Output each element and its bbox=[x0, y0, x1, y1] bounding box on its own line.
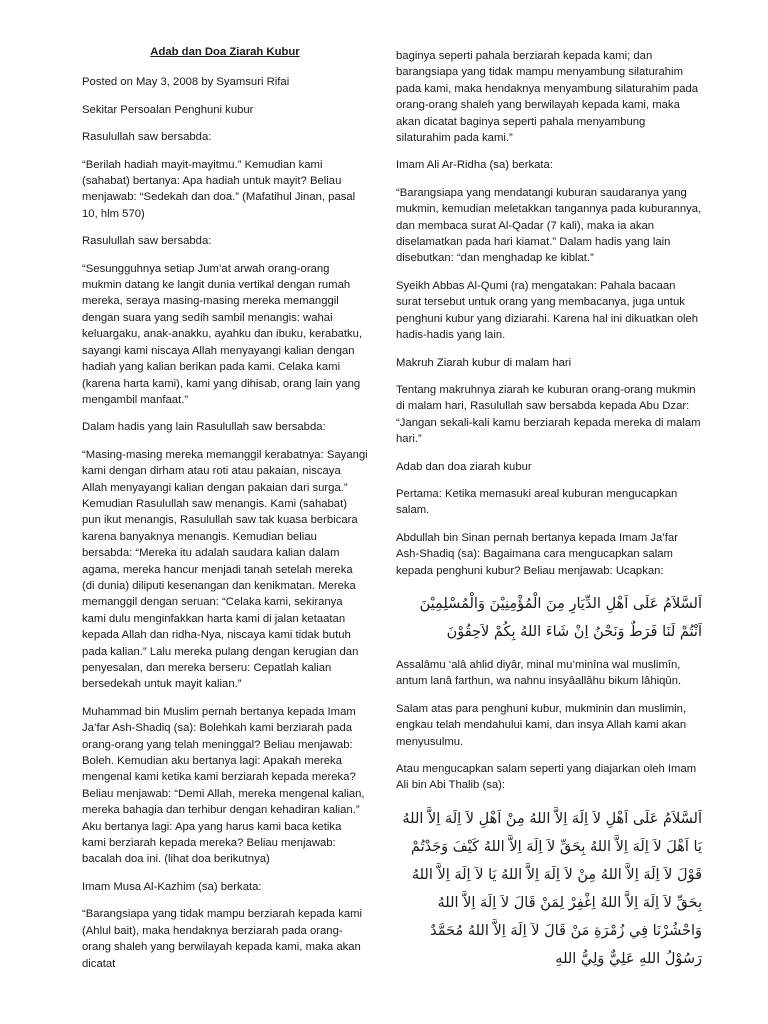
paragraph: Atau mengucapkan salam seperti yang diajarkan oleh Imam Ali bin Abi Thalib (sa): bbox=[396, 763, 697, 792]
paragraph: Posted on May 3, 2008 by Syamsuri Rifai bbox=[82, 76, 290, 89]
paragraph: “Berilah hadiah mayit-mayitmu.” Kemudian kami (sahabat) bertanya: Apa hadiah untuk mayit? Beliau menjawab: “Sedekah dan doa.” (Mafatihul Jinan, pasal 10, hlm 570) bbox=[82, 158, 356, 220]
paragraph: Imam Musa Al-Kazhim (sa) berkata: bbox=[82, 880, 262, 893]
paragraph: “Barangsiapa yang mendatangi kuburan saudaranya yang mukmin, kemudian meletakkan tangannya pada kuburannya, dan membaca surat Al-Qadar (7 kali), maka ia akan diselamatkan pada hari kiamat.” Dalam hadis yang lain disebutkan: “dan menghadap ke kiblat.” bbox=[396, 186, 702, 265]
paragraph: Syeikh Abbas Al-Qumi (ra) mengatakan: Pahala bacaan surat tersebut untuk orang yang membacanya, juga untuk penghuni kubur yang diziarahi. Karena hal ini dikuatkan oleh hadis-hadis yang lain. bbox=[396, 279, 699, 342]
paragraph: Dalam hadis yang lain Rasulullah saw bersabda: bbox=[82, 421, 326, 434]
arabic-salam-imam-ali-text: اَلسَّلاَمُ عَلَى اَهْلِ لاَ اِلَهَ اِلاَّ اللهُ مِنْ اَهْلِ لاَ اِلَهَ اِلاَّ اللهُ يَا اَهْلَ لاَ اِلَهَ اِلاَّ اللهُ بِحَقِّ لاَ اِلَهَ اِلاَّ اللهُ كَيْفَ وَجَدْتُمْ قَوْلَ لاَ اِلَهَ اِلاَّ اللهُ مِنْ لاَ اِلَهَ اِلاَّ اللهُ يَا لاَ اِلَهَ اِلاَّ اللهُ بِحَقِّ لاَ اِلَهَ اِلاَّ اللهُ اِغْفِرْ لِمَنْ قَالَ لاَ اِلَهَ اِلاَّ اللهُ وَاحْشُرْنَا فِي زُمْرَةِ مَنْ قَالَ لاَ اِلَهَ اِلاَّ اللهُ مُحَمَّدٌ رَسُوْلُ اللهِ عَلِيٌّ وَلِيُّ اللهِ bbox=[402, 810, 702, 967]
paragraph: Abdullah bin Sinan pernah bertanya kepada Imam Ja’far Ash-Shadiq (sa): Bagaimana cara mengucapkan salam kepada penghuni kubur? Beliau menjawab: Ucapkan: bbox=[396, 531, 678, 577]
paragraph: “Masing-masing mereka memanggil kerabatnya: Sayangi kami dengan dirham atau roti atau pakaian, niscaya Allah menyayangi kalian dengan pakaian dari surga.” Kemudian Rasulullah saw menangis. Kami (sahabat) pun ikut menangis, Rasulullah saw tak kuasa berbicara karena banyaknya menangis. Kemudian beliau bersabda: “Mereka itu adalah saudara kalian dalam agama, mereka hancur menjadi tanah setelah mereka (di dunia) diliputi kesenangan dan kenikmatan. Mereka memanggil dengan seruan: “Celaka kami, sekiranya kami dulu menginfakkan harta kami di jalan ketaatan kepada Allah dan ridha-Nya, niscaya kami tidak butuh pada kalian.” Lalu mereka pulang dengan kerugian dan penyesalan, dan mereka berseru: Cepatlah kalian bersedekah untuk mayit kalian.” bbox=[82, 448, 368, 691]
paragraph: “Barangsiapa yang tidak mampu berziarah kepada kami (Ahlul bait), maka hendaknya berziarah pada orang-orang shaleh yang berwilayah kepada kami, maka akan dicatat bbox=[82, 908, 363, 970]
paragraph: Pertama: Ketika memasuki areal kuburan mengucapkan salam. bbox=[396, 487, 678, 517]
paragraph: Tentang makruhnya ziarah ke kuburan orang-orang mukmin di malam hari, Rasulullah saw bersabda kepada Abu Dzar: “Jangan sekali-kali kamu berziarah kepada mereka di malam hari.” bbox=[396, 383, 701, 446]
arabic-salam-text: اَلسَّلاَمُ عَلَى اَهْلِ الدِّيَارِ مِنَ الْمُؤْمِنِيْنَ وَالْمُسْلِمِيْنَ اَنْتُمْ لَنَا فَرَطٌ وَنَحْنُ اِنْ شَاءَ اللهُ بِكُمْ لاَحِقُوْنَ bbox=[419, 595, 702, 640]
right-column bbox=[396, 48, 702, 984]
paragraph: Salam atas para penghuni kubur, mukminin dan muslimin, engkau telah mendahului kami, dan insya Allah kami akan menyusulmu. bbox=[396, 702, 687, 748]
paragraph: Makruh Ziarah kubur di malam hari bbox=[396, 356, 572, 369]
paragraph: Assalâmu ‘alâ ahlid diyâr, minal mu’minîna wal muslimîn, antum lanâ farthun, wa nahnu insyâallâhu bikum lâhiqûn. bbox=[396, 658, 682, 688]
paragraph: Imam Ali Ar-Ridha (sa) berkata: bbox=[396, 159, 553, 172]
paragraph: baginya seperti pahala berziarah kepada kami; dan barangsiapa yang tidak mampu menyambung silaturahim pada kami, maka hendaknya menyambung silaturahim pada orang-orang shaleh yang berwilayah kepada kami, maka akan dicatat baginya seperti pahala menyambung silaturahim pada kami.” bbox=[396, 50, 699, 145]
paragraph: Rasulullah saw bersabda: bbox=[82, 131, 212, 144]
paragraph: Adab dan doa ziarah kubur bbox=[396, 460, 532, 473]
left-column bbox=[82, 44, 368, 983]
paragraph: Rasulullah saw bersabda: bbox=[82, 235, 212, 248]
paragraph: Muhammad bin Muslim pernah bertanya kepada Imam Ja’far Ash-Shadiq (sa): Bolehkah kami berziarah pada orang-orang yang telah meninggal? Beliau menjawab: Boleh. Kemudian aku bertanya lagi: Apakah mereka mengenal kami ketika kami berziarah kepada mereka? Beliau menjawab: “Demi Allah, mereka mengenal kalian, mereka bahagia dan terhibur dengan kehadiran kalian.” Aku bertanya lagi: Apa yang harus kami baca ketika kami berziarah kepada mereka? Beliau menjawab: bacalah doa ini. (lihat doa berikutnya) bbox=[82, 705, 365, 866]
document-title: Adab dan Doa Ziarah Kubur bbox=[150, 46, 300, 58]
paragraph: “Sesungguhnya setiap Jum’at arwah orang-orang mukmin datang ke langit dunia vertikal dengan rumah mereka, seraya masing-masing mereka memanggil dengan suara yang sedih sambil menangis: wahai keluargaku, anak-anakku, ayahku dan ibuku, kerabatku, sayangi kami niscaya Allah menyayangi kalian dengan hadiah yang kalian berikan pada kami. Celaka kami (karena harta kami), kami yang dihisab, orang lain yang mengambil manfaat.” bbox=[82, 262, 363, 406]
paragraph: Sekitar Persoalan Penghuni kubur bbox=[82, 103, 254, 116]
